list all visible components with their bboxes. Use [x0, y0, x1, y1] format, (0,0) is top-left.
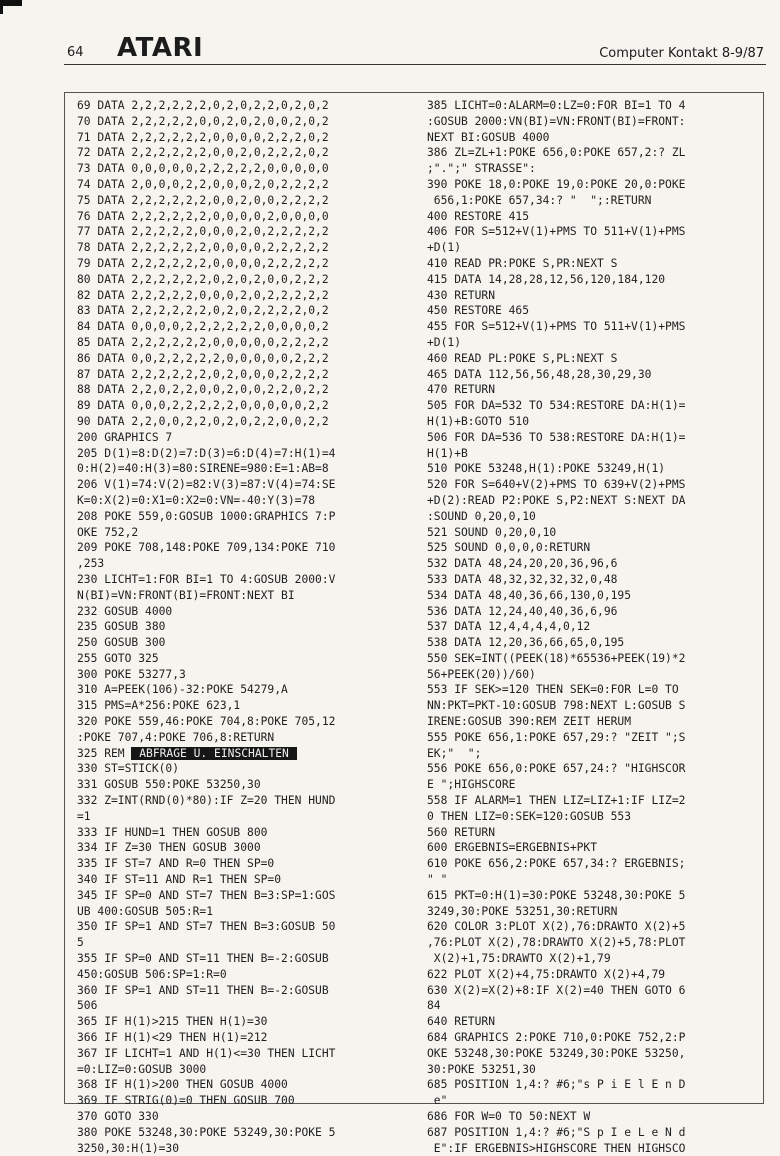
code-line-text: 250 GOSUB 300: [77, 636, 166, 650]
code-line-text: E":IF ERGEBNIS>HIGHSCORE THEN HIGHSCO: [427, 1141, 686, 1155]
code-line: [427, 98, 757, 114]
code-line-text: 620 COLOR 3:PLOT X(2),76:DRAWTO X(2)+5: [427, 920, 686, 934]
code-line: [427, 793, 757, 809]
code-line-text: 369 IF STRIG(0)=0 THEN GOSUB 700: [77, 1094, 295, 1108]
code-line-text: 209 POKE 708,148:POKE 709,134:POKE 710: [77, 541, 336, 555]
code-line: [427, 1030, 757, 1046]
code-line: [77, 888, 407, 904]
code-line: [77, 493, 407, 509]
code-line: [77, 272, 407, 288]
code-line: [427, 114, 757, 130]
code-line-text: 83 DATA 2,2,2,2,2,2,0,2,0,2,2,2,2,0,2: [77, 304, 329, 318]
listing-column-right: [427, 98, 757, 1156]
code-line-text: =0:LIZ=0:GOSUB 3000: [77, 1062, 207, 1076]
code-line-text: 87 DATA 2,2,2,2,2,2,0,2,0,0,0,2,2,2,2: [77, 367, 329, 381]
code-line-text: 86 DATA 0,0,2,2,2,2,2,0,0,0,0,0,2,2,2: [77, 351, 329, 365]
code-line: [77, 414, 407, 430]
code-line: [427, 367, 757, 383]
code-line-text: 334 IF Z=30 THEN GOSUB 3000: [77, 841, 261, 855]
code-line: [427, 730, 757, 746]
code-line-text: X(2)+1,75:DRAWTO X(2)+1,79: [427, 952, 611, 966]
code-line: [427, 746, 757, 762]
code-line: [77, 509, 407, 525]
code-line: [77, 825, 407, 841]
code-line: [427, 1077, 757, 1093]
code-line-text: 615 PKT=0:H(1)=30:POKE 53248,30:POKE 5: [427, 888, 686, 902]
code-line: [77, 588, 407, 604]
code-line: [77, 998, 407, 1014]
code-line-text: 70 DATA 2,2,2,2,2,0,0,2,0,2,0,0,2,0,2: [77, 114, 329, 128]
code-line: [427, 935, 757, 951]
code-line: [77, 351, 407, 367]
code-line: [77, 1062, 407, 1078]
code-line-text: " ": [427, 873, 448, 887]
code-line-text: OKE 53248,30:POKE 53249,30:POKE 53250,: [427, 1046, 686, 1060]
code-line: [77, 809, 407, 825]
code-line: [427, 525, 757, 541]
code-line: [77, 209, 407, 225]
code-line-text: 556 POKE 656,0:POKE 657,24:? "HIGHSCOR: [427, 762, 686, 776]
code-line-text: 315 PMS=A*256:POKE 623,1: [77, 699, 241, 713]
code-line-text: 335 IF ST=7 AND R=0 THEN SP=0: [77, 857, 275, 871]
code-line-text: 88 DATA 2,2,0,2,2,0,0,2,0,0,2,2,0,2,2: [77, 383, 329, 397]
code-line: [77, 635, 407, 651]
code-line-text: 78 DATA 2,2,2,2,2,2,0,0,0,0,2,2,2,2,2: [77, 241, 329, 255]
code-line: [77, 525, 407, 541]
code-line: [77, 224, 407, 240]
code-line: [77, 382, 407, 398]
code-line: [77, 556, 407, 572]
code-line-text: OKE 752,2: [77, 525, 139, 539]
code-line: [427, 1141, 757, 1156]
code-line: [77, 572, 407, 588]
code-line-text: N(BI)=VN:FRONT(BI)=FRONT:NEXT BI: [77, 588, 295, 602]
code-line: [77, 682, 407, 698]
code-line: [77, 461, 407, 477]
code-line: [77, 303, 407, 319]
code-line-text: 330 ST=STICK(0): [77, 762, 180, 776]
code-line: [77, 904, 407, 920]
code-line-text: =1: [77, 809, 91, 823]
code-line-text: 455 FOR S=512+V(1)+PMS TO 511+V(1)+PMS: [427, 320, 686, 334]
code-line-text: 331 GOSUB 550:POKE 53250,30: [77, 778, 261, 792]
code-line: [77, 983, 407, 999]
code-line: [427, 1109, 757, 1125]
code-line: [427, 303, 757, 319]
code-line-text: ,76:PLOT X(2),78:DRAWTO X(2)+5,78:PLOT: [427, 936, 686, 950]
code-line: [427, 161, 757, 177]
code-line-text: 300 POKE 53277,3: [77, 667, 186, 681]
code-line: [427, 493, 757, 509]
code-line-text: 232 GOSUB 4000: [77, 604, 173, 618]
code-line-text: EK;" ";: [427, 746, 482, 760]
code-line-text: 79 DATA 2,2,2,2,2,2,0,0,0,0,2,2,2,2,2: [77, 256, 329, 270]
code-line-text: 325 REM: [77, 746, 125, 760]
code-line-text: 208 POKE 559,0:GOSUB 1000:GRAPHICS 7:P: [77, 509, 336, 523]
code-line-text: 400 RESTORE 415: [427, 209, 530, 223]
code-line: [77, 319, 407, 335]
basic-listing-box: [64, 92, 764, 1155]
code-line-text: NN:PKT=PKT-10:GOSUB 798:NEXT L:GOSUB S: [427, 699, 686, 713]
code-line: [427, 904, 757, 920]
code-line: [427, 604, 757, 620]
code-line: [77, 114, 407, 130]
code-line-text: E ";HIGHSCORE: [427, 778, 516, 792]
code-line-text: 340 IF ST=11 AND R=1 THEN SP=0: [77, 873, 282, 887]
code-line-text: 685 POSITION 1,4:? #6;"s P i E l E n D: [427, 1078, 686, 1092]
code-line-text: 687 POSITION 1,4:? #6;"S p I e L e N d: [427, 1125, 686, 1139]
code-line-text: 90 DATA 2,2,0,0,2,2,0,2,0,2,2,0,0,2,2: [77, 414, 329, 428]
code-line-text: 532 DATA 48,24,20,20,36,96,6: [427, 557, 618, 571]
code-line: [77, 193, 407, 209]
code-line: [77, 1141, 407, 1156]
code-line-text: ;".";" STRASSE":: [427, 162, 536, 176]
code-line-text: 76 DATA 2,2,2,2,2,2,0,0,0,0,2,0,0,0,0: [77, 209, 329, 223]
corner-registration-mark-vertical: [0, 0, 3, 14]
code-line: [427, 761, 757, 777]
code-line-text: 310 A=PEEK(106)-32:POKE 54279,A: [77, 683, 288, 697]
code-line: [427, 667, 757, 683]
code-line-text: 0 THEN LIZ=0:SEK=120:GOSUB 553: [427, 809, 632, 823]
code-line: [427, 130, 757, 146]
code-line: [77, 714, 407, 730]
code-line: [427, 351, 757, 367]
code-line: [77, 177, 407, 193]
code-line-text: :GOSUB 2000:VN(BI)=VN:FRONT(BI)=FRONT:: [427, 114, 686, 128]
code-line-text: :POKE 707,4:POKE 706,8:RETURN: [77, 730, 275, 744]
code-line: [427, 556, 757, 572]
code-line: [77, 1030, 407, 1046]
code-line-text: 5: [77, 936, 84, 950]
code-line: [77, 746, 407, 762]
code-line-text: 85 DATA 2,2,2,2,2,2,0,0,0,0,0,2,2,2,2: [77, 335, 329, 349]
code-line-text: 72 DATA 2,2,2,2,2,2,0,0,2,0,2,2,2,0,2: [77, 146, 329, 160]
code-line: [427, 145, 757, 161]
code-line-text: 366 IF H(1)<29 THEN H(1)=212: [77, 1031, 268, 1045]
code-line-text: 30:POKE 53251,30: [427, 1062, 536, 1076]
code-line-text: 3250,30:H(1)=30: [77, 1141, 180, 1155]
code-line-text: 390 POKE 18,0:POKE 19,0:POKE 20,0:POKE: [427, 177, 686, 191]
code-line: [427, 398, 757, 414]
code-line: [427, 1093, 757, 1109]
code-line: [77, 145, 407, 161]
code-line: [77, 856, 407, 872]
code-line-text: 350 IF SP=1 AND ST=7 THEN B=3:GOSUB 50: [77, 920, 336, 934]
code-line: [77, 398, 407, 414]
code-line-text: +D(2):READ P2:POKE S,P2:NEXT S:NEXT DA: [427, 493, 686, 507]
code-line-text: 521 SOUND 0,20,0,10: [427, 525, 557, 539]
code-line: [77, 919, 407, 935]
rem-highlight: ABFRAGE U. EINSCHALTEN: [132, 746, 296, 760]
code-line-text: 600 ERGEBNIS=ERGEBNIS+PKT: [427, 841, 598, 855]
code-line: [427, 698, 757, 714]
code-line: [77, 951, 407, 967]
code-line-text: 200 GRAPHICS 7: [77, 430, 173, 444]
code-line: [77, 777, 407, 793]
code-line: [77, 967, 407, 983]
page-number: 64: [67, 45, 84, 60]
code-line-text: 505 FOR DA=532 TO 534:RESTORE DA:H(1)=: [427, 399, 686, 413]
code-line-text: H(1)+B:GOTO 510: [427, 414, 530, 428]
code-line: [77, 240, 407, 256]
code-line: [77, 667, 407, 683]
code-line: [427, 872, 757, 888]
code-line-text: 450:GOSUB 506:SP=1:R=0: [77, 967, 227, 981]
code-line-text: 622 PLOT X(2)+4,75:DRAWTO X(2)+4,79: [427, 967, 666, 981]
code-line-text: 380 POKE 53248,30:POKE 53249,30:POKE 5: [77, 1125, 336, 1139]
code-line: [77, 872, 407, 888]
code-line: [77, 1109, 407, 1125]
code-line-text: 410 READ PR:POKE S,PR:NEXT S: [427, 256, 618, 270]
code-line: [427, 714, 757, 730]
code-line-text: 332 Z=INT(RND(0)*80):IF Z=20 THEN HUND: [77, 794, 336, 808]
code-line-text: 74 DATA 2,0,0,0,2,2,0,0,0,2,0,2,2,2,2: [77, 177, 329, 191]
code-line: [427, 651, 757, 667]
code-line-text: 553 IF SEK>=120 THEN SEK=0:FOR L=0 TO: [427, 683, 679, 697]
code-line: [77, 256, 407, 272]
code-line: [427, 335, 757, 351]
code-line-text: 320 POKE 559,46:POKE 704,8:POKE 705,12: [77, 715, 336, 729]
code-line-text: 355 IF SP=0 AND ST=11 THEN B=-2:GOSUB: [77, 952, 329, 966]
code-line-text: 368 IF H(1)>200 THEN GOSUB 4000: [77, 1078, 288, 1092]
code-line: [77, 1093, 407, 1109]
code-line: [427, 430, 757, 446]
code-line-text: 510 POKE 53248,H(1):POKE 53249,H(1): [427, 462, 666, 476]
code-line-text: 555 POKE 656,1:POKE 657,29:? "ZEIT ";S: [427, 730, 686, 744]
code-line-text: 506 FOR DA=536 TO 538:RESTORE DA:H(1)=: [427, 430, 686, 444]
code-line-text: 656,1:POKE 657,34:? " ";:RETURN: [427, 193, 652, 207]
code-line: [427, 540, 757, 556]
code-line: [427, 272, 757, 288]
code-line: [77, 1125, 407, 1141]
code-line: [77, 98, 407, 114]
corner-registration-mark: [0, 0, 22, 6]
code-line-text: NEXT BI:GOSUB 4000: [427, 130, 550, 144]
code-line-text: 360 IF SP=1 AND ST=11 THEN B=-2:GOSUB: [77, 983, 329, 997]
code-line-text: 3249,30:POKE 53251,30:RETURN: [427, 904, 618, 918]
code-line: [427, 224, 757, 240]
code-line-text: IRENE:GOSUB 390:REM ZEIT HERUM: [427, 715, 632, 729]
code-line: [427, 919, 757, 935]
code-line: [77, 730, 407, 746]
code-line-text: 82 DATA 2,2,2,2,2,0,0,0,2,0,2,2,2,2,2: [77, 288, 329, 302]
code-line-text: 406 FOR S=512+V(1)+PMS TO 511+V(1)+PMS: [427, 225, 686, 239]
code-line-text: :SOUND 0,20,0,10: [427, 509, 536, 523]
code-line-text: 385 LICHT=0:ALARM=0:LZ=0:FOR BI=1 TO 4: [427, 99, 686, 112]
code-line-text: 370 GOTO 330: [77, 1110, 159, 1123]
code-line: [427, 967, 757, 983]
code-line: [427, 240, 757, 256]
code-line: [77, 1046, 407, 1062]
code-line-text: 686 FOR W=0 TO 50:NEXT W: [427, 1110, 591, 1123]
code-line: [427, 840, 757, 856]
code-line-text: 415 DATA 14,28,28,12,56,120,184,120: [427, 272, 666, 286]
code-line: [427, 951, 757, 967]
code-line-text: 84: [427, 999, 441, 1013]
code-line-text: 640 RETURN: [427, 1015, 496, 1029]
code-line-text: e": [427, 1094, 448, 1108]
code-line: [77, 1014, 407, 1030]
listing-column-left: [77, 98, 407, 1156]
code-line-text: 465 DATA 112,56,56,48,28,30,29,30: [427, 367, 652, 381]
code-line-text: 333 IF HUND=1 THEN GOSUB 800: [77, 825, 268, 839]
code-line-text: 520 FOR S=640+V(2)+PMS TO 639+V(2)+PMS: [427, 478, 686, 492]
code-line-text: 345 IF SP=0 AND ST=7 THEN B=3:SP=1:GOS: [77, 888, 336, 902]
brand-title: ATARI: [117, 33, 204, 63]
code-line: [427, 1046, 757, 1062]
code-line-text: 450 RESTORE 465: [427, 304, 530, 318]
code-line: [77, 698, 407, 714]
code-line: [77, 935, 407, 951]
code-line-text: 73 DATA 0,0,0,0,0,2,2,2,2,2,0,0,0,0,0: [77, 162, 329, 176]
code-line: [427, 319, 757, 335]
header-rule: [64, 64, 766, 65]
code-line: [427, 682, 757, 698]
code-line: [77, 619, 407, 635]
code-line: [77, 446, 407, 462]
code-line: [427, 193, 757, 209]
code-line: [77, 604, 407, 620]
code-line: [427, 983, 757, 999]
code-line: [427, 888, 757, 904]
code-line-text: UB 400:GOSUB 505:R=1: [77, 904, 214, 918]
code-line: [77, 430, 407, 446]
code-line: [77, 651, 407, 667]
code-line: [427, 446, 757, 462]
code-line-text: 430 RETURN: [427, 288, 496, 302]
code-line-text: ,253: [77, 557, 105, 571]
code-line: [427, 1014, 757, 1030]
code-line-text: 684 GRAPHICS 2:POKE 710,0:POKE 752,2:P: [427, 1031, 686, 1045]
code-line: [427, 572, 757, 588]
code-line-text: 80 DATA 2,2,2,2,2,2,0,2,0,2,0,0,2,2,2: [77, 272, 329, 286]
code-line-text: 533 DATA 48,32,32,32,32,0,48: [427, 572, 618, 586]
code-line-text: 69 DATA 2,2,2,2,2,2,0,2,0,2,2,0,2,0,2: [77, 99, 329, 112]
code-line-text: 470 RETURN: [427, 383, 496, 397]
code-line: [427, 177, 757, 193]
code-line: [427, 382, 757, 398]
magazine-issue: Computer Kontakt 8-9/87: [599, 46, 764, 61]
code-line-text: 56+PEEK(20))/60): [427, 667, 536, 681]
code-line: [427, 619, 757, 635]
code-line: [77, 288, 407, 304]
code-line-text: 89 DATA 0,0,0,2,2,2,2,2,0,0,0,0,0,2,2: [77, 399, 329, 413]
code-line: [77, 335, 407, 351]
code-line-text: H(1)+B: [427, 446, 468, 460]
code-line: [427, 477, 757, 493]
code-line-text: 0:H(2)=40:H(3)=80:SIRENE=980:E=1:AB=8: [77, 462, 329, 476]
code-line: [77, 130, 407, 146]
code-line-text: 386 ZL=ZL+1:POKE 656,0:POKE 657,2:? ZL: [427, 146, 686, 160]
code-line-text: 630 X(2)=X(2)+8:IF X(2)=40 THEN GOTO 6: [427, 983, 686, 997]
code-line: [427, 209, 757, 225]
code-line: [77, 161, 407, 177]
code-line-text: 255 GOTO 325: [77, 651, 159, 665]
code-line: [427, 509, 757, 525]
code-line: [427, 856, 757, 872]
code-line-text: 534 DATA 48,40,36,66,130,0,195: [427, 588, 632, 602]
code-line-text: 77 DATA 2,2,2,2,2,0,0,0,2,0,2,2,2,2,2: [77, 225, 329, 239]
code-line-text: 235 GOSUB 380: [77, 620, 166, 634]
code-line: [77, 761, 407, 777]
code-line-text: 506: [77, 999, 98, 1013]
code-line: [427, 1125, 757, 1141]
code-line-text: K=0:X(2)=0:X1=0:X2=0:VN=-40:Y(3)=78: [77, 493, 316, 507]
code-line: [427, 588, 757, 604]
code-line-text: 550 SEK=INT((PEEK(18)*65536+PEEK(19)*2: [427, 651, 686, 665]
code-line: [427, 998, 757, 1014]
code-line: [77, 793, 407, 809]
code-line: [427, 1062, 757, 1078]
code-line: [77, 477, 407, 493]
code-line-text: 460 READ PL:POKE S,PL:NEXT S: [427, 351, 618, 365]
code-line: [427, 461, 757, 477]
code-line-text: 71 DATA 2,2,2,2,2,2,0,0,0,0,2,2,2,0,2: [77, 130, 329, 144]
code-line: [427, 288, 757, 304]
code-line: [427, 635, 757, 651]
code-line-text: 536 DATA 12,24,40,40,36,6,96: [427, 604, 618, 618]
code-line: [427, 414, 757, 430]
code-line-text: 525 SOUND 0,0,0,0:RETURN: [427, 541, 591, 555]
code-line-text: +D(1): [427, 335, 462, 349]
code-line-text: 365 IF H(1)>215 THEN H(1)=30: [77, 1015, 268, 1029]
code-line-text: 538 DATA 12,20,36,66,65,0,195: [427, 636, 625, 650]
code-line-text: 75 DATA 2,2,2,2,2,2,0,0,2,0,0,2,2,2,2: [77, 193, 329, 207]
code-line-text: 205 D(1)=8:D(2)=7:D(3)=6:D(4)=7:H(1)=4: [77, 446, 336, 460]
code-line-text: 230 LICHT=1:FOR BI=1 TO 4:GOSUB 2000:V: [77, 572, 336, 586]
code-line-text: 610 POKE 656,2:POKE 657,34:? ERGEBNIS;: [427, 857, 686, 871]
code-line-text: 84 DATA 0,0,0,0,2,2,2,2,2,2,0,0,0,0,2: [77, 320, 329, 334]
code-line: [77, 840, 407, 856]
code-line: [427, 809, 757, 825]
code-line: [427, 825, 757, 841]
code-line-text: 537 DATA 12,4,4,4,4,0,12: [427, 620, 591, 634]
code-line: [427, 256, 757, 272]
code-line-text: 206 V(1)=74:V(2)=82:V(3)=87:V(4)=74:SE: [77, 478, 336, 492]
code-line-text: 558 IF ALARM=1 THEN LIZ=LIZ+1:IF LIZ=2: [427, 794, 686, 808]
code-line: [427, 777, 757, 793]
code-line-text: +D(1): [427, 241, 462, 255]
code-line-text: 560 RETURN: [427, 825, 496, 839]
code-line: [77, 1077, 407, 1093]
code-line: [77, 540, 407, 556]
code-line: [77, 367, 407, 383]
code-line-text: 367 IF LICHT=1 AND H(1)<=30 THEN LICHT: [77, 1046, 336, 1060]
